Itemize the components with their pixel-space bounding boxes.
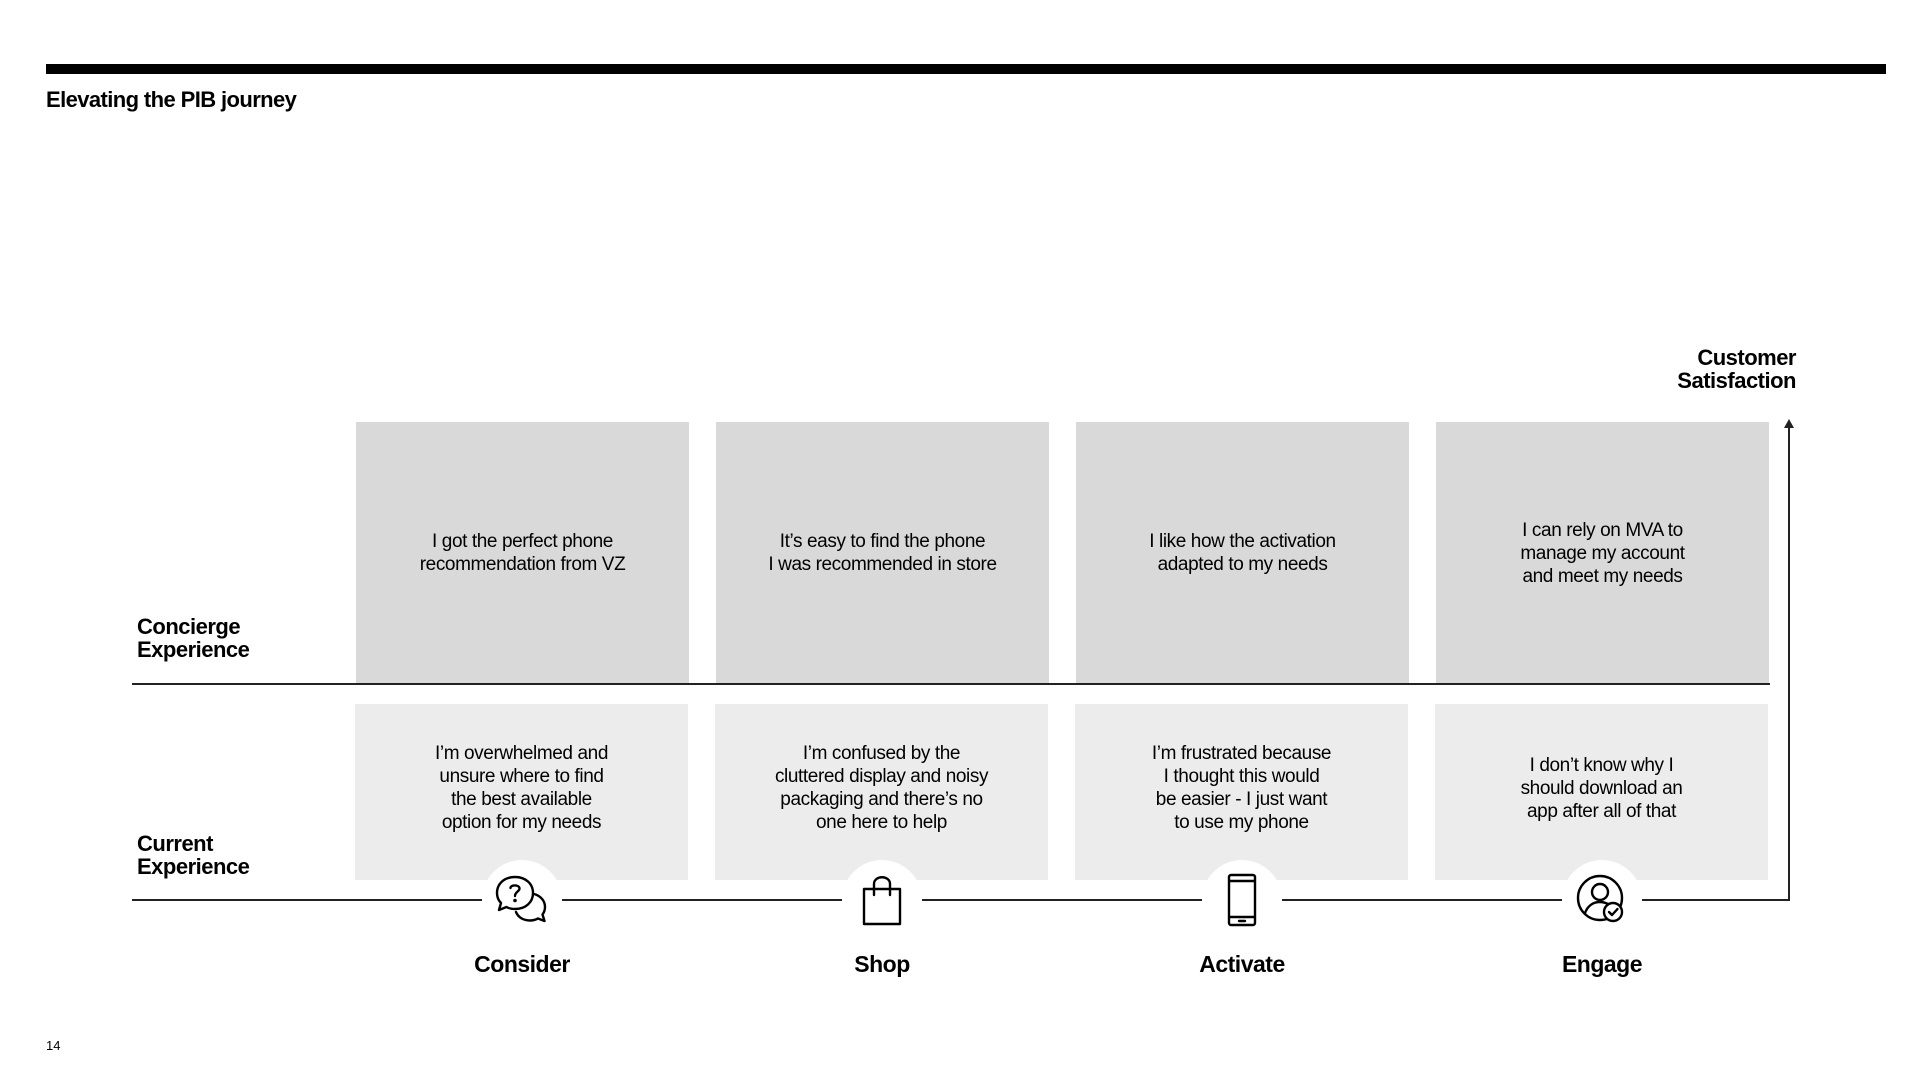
page-number: 14: [46, 1038, 61, 1053]
current-quote-consider: I’m overwhelmed and unsure where to find the best available option for my needs: [435, 743, 608, 833]
y-axis-label-line2: Satisfaction: [1677, 368, 1796, 393]
stage-label-shop: Shop: [854, 951, 910, 977]
y-axis-label: [1596, 346, 1796, 392]
row-label-concierge-line1: Concierge: [137, 614, 241, 639]
speech-bubbles-question-icon: [494, 872, 550, 928]
current-card-consider: [355, 704, 688, 880]
top-rule: [46, 64, 1886, 74]
stage-icon-shop: [842, 860, 922, 940]
row-divider-line: [132, 683, 1770, 685]
stage-label-engage: Engage: [1561, 951, 1643, 977]
page-title: Elevating the PIB journey: [46, 87, 297, 112]
current-card-engage: [1435, 704, 1768, 880]
current-quote-shop: I’m confused by the cluttered display and noisy packaging and there’s no one here to help: [774, 743, 989, 833]
concierge-quote-shop: It’s easy to find the phone I was recommended in store: [768, 531, 997, 575]
user-check-icon: [1574, 872, 1630, 928]
stage-label-consider: Consider: [474, 951, 570, 977]
y-axis-label-line1: Customer: [1697, 345, 1796, 370]
concierge-card-shop: [716, 422, 1049, 684]
current-quote-activate: I’m frustrated because I thought this would be easier - I just want to use my phone: [1151, 743, 1332, 833]
row-label-concierge: [137, 615, 297, 661]
satisfaction-axis-arrow-icon: [1784, 419, 1794, 428]
journey-baseline: [132, 899, 1790, 901]
stage-label-activate: Activate: [1199, 951, 1285, 977]
row-label-concierge-line2: Experience: [137, 637, 250, 662]
current-card-shop: [715, 704, 1048, 880]
row-label-current-line1: Current: [137, 831, 213, 856]
concierge-quote-engage: I can rely on MVA to manage my account and meet my needs: [1520, 519, 1685, 587]
current-card-activate: [1075, 704, 1408, 880]
row-label-current: [137, 832, 297, 878]
concierge-card-activate: [1076, 422, 1409, 684]
concierge-quote-activate: I like how the activation adapted to my needs: [1149, 531, 1336, 575]
satisfaction-axis-line: [1788, 424, 1790, 900]
shopping-bag-icon: [854, 872, 910, 928]
stage-icon-engage: [1562, 860, 1642, 940]
row-label-current-line2: Experience: [137, 854, 250, 879]
concierge-card-engage: [1436, 422, 1769, 684]
concierge-quote-consider: I got the perfect phone recommendation from VZ: [419, 531, 626, 575]
mobile-phone-icon: [1214, 872, 1270, 928]
concierge-card-consider: [356, 422, 689, 684]
current-quote-engage: I don’t know why I should download an app after all of that: [1520, 754, 1683, 822]
stage-icon-consider: [482, 860, 562, 940]
stage-icon-activate: [1202, 860, 1282, 940]
